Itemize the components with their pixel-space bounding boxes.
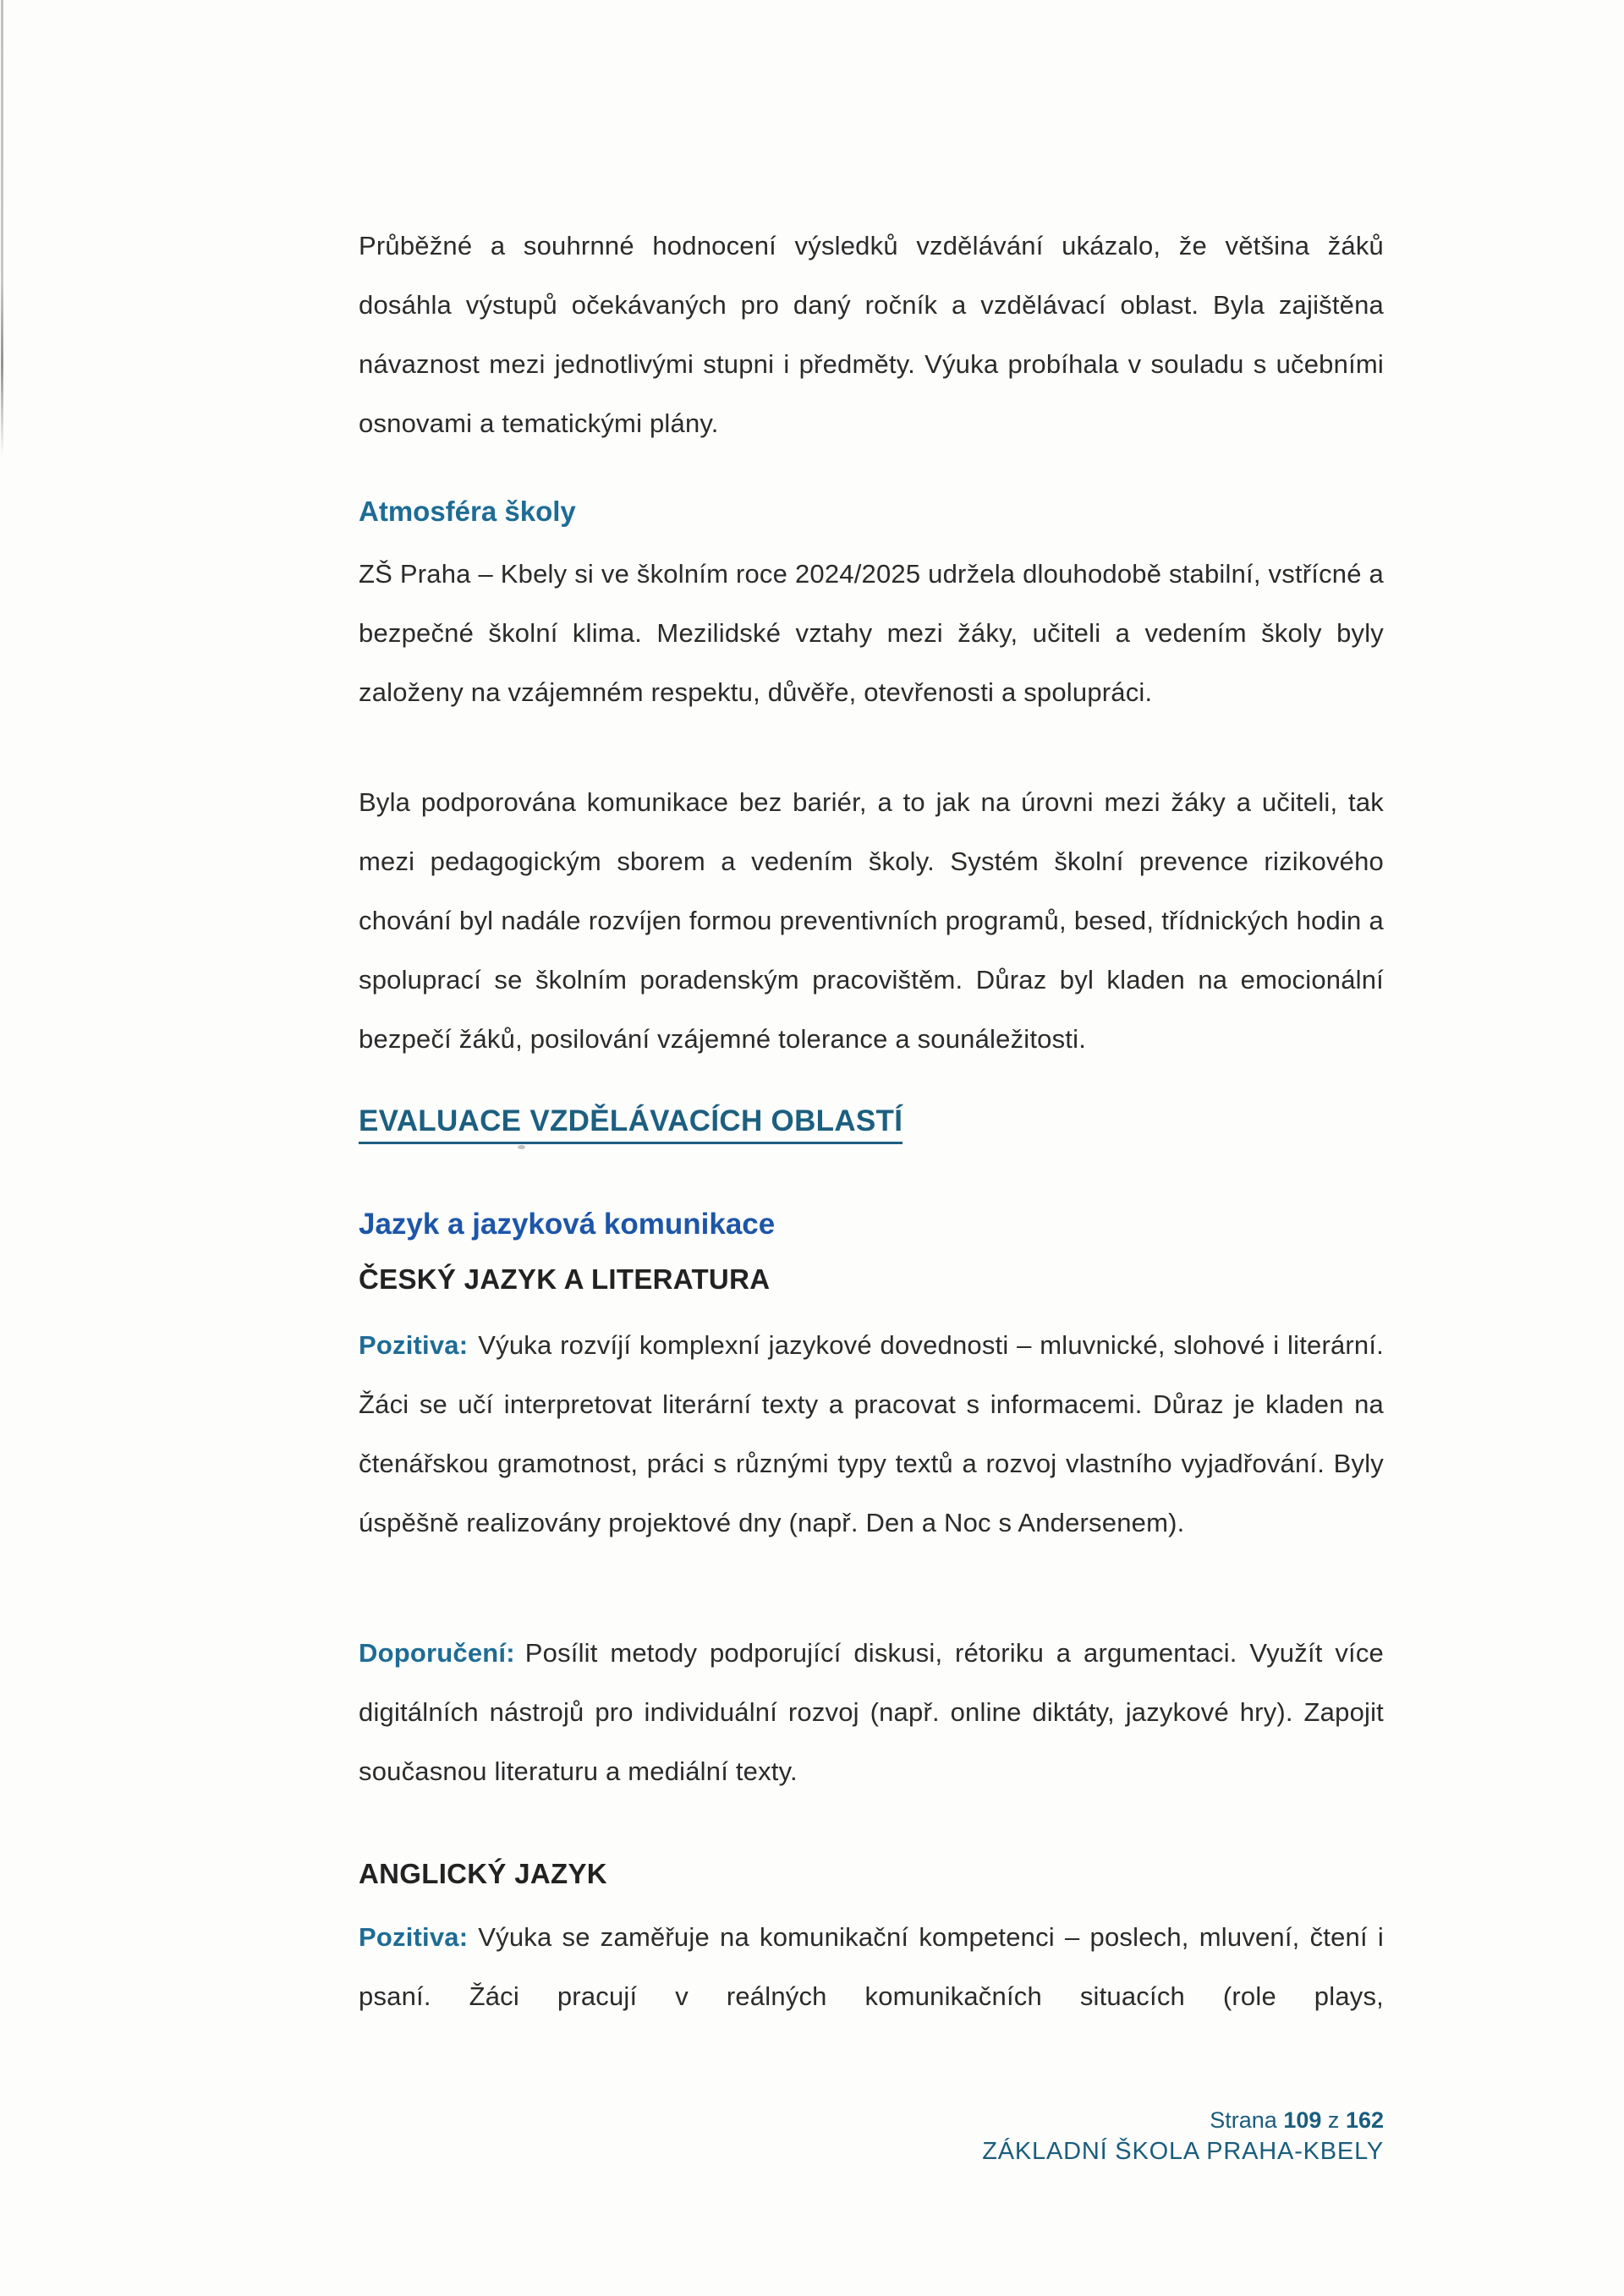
atmosphere-heading: Atmosféra školy [359,496,576,527]
footer-page-number [1210,2107,1384,2134]
czech-positives-text: Výuka rozvíjí komplexní jazykové dovednosti – mluvnické, slohové i literární. Žáci se učí interpretovat literární texty a pracovat s informacemi. Důraz je kladen na čtenářskou gramotnost, práci s různými typy textů a rozvoj vlastního vyjadřování. Byly úspěšně realizovány projektové dny (např. Den a Noc s Andersenem). [359,1330,1384,1537]
evaluation-heading: EVALUACE VZDĚLÁVACÍCH OBLASTÍ [359,1104,903,1144]
scan-edge-artifact [1,0,3,457]
footer-page-total: 162 [1345,2107,1384,2133]
english-positives-label: Pozitiva: [359,1922,469,1952]
english-positives-paragraph [359,1908,1384,2026]
czech-recommendations-text: Posílit metody podporující diskusi, rétoriku a argumentaci. Využít více digitálních nástrojů pro individuální rozvoj (např. online diktáty, jazykové hry). Zapojit současnou literaturu a mediální texty. [359,1638,1384,1786]
czech-recommendations-label: Doporučení: [359,1638,515,1668]
footer-page-current: 109 [1283,2107,1322,2133]
footer-school-name: ZÁKLADNÍ ŠKOLA PRAHA-KBELY [982,2138,1384,2165]
subject-area-heading: Jazyk a jazyková komunikace [359,1208,776,1241]
english-subject-heading: ANGLICKÝ JAZYK [359,1858,607,1889]
czech-positives-paragraph [359,1316,1384,1553]
footer-page-label: Strana [1210,2107,1277,2133]
footer-of-label: z [1327,2107,1340,2133]
atmosphere-paragraph-2: Byla podporována komunikace bez bariér, a to jak na úrovni mezi žáky a učiteli, tak mezi pedagogickým sborem a vedením školy. Systém školní prevence rizikového chování byl nadále rozvíjen formou preventivních programů, besed, třídnických hodin a spoluprací se školním poradenským pracovištěm. Důraz byl kladen na emocionální bezpečí žáků, posilování vzájemné tolerance a sounáležitosti. [359,787,1384,1054]
czech-recommendations-paragraph [359,1624,1384,1801]
czech-positives-label: Pozitiva: [359,1330,469,1360]
evaluation-heading-wrap [359,1104,1384,1144]
intro-paragraph: Průběžné a souhrnné hodnocení výsledků vzdělávání ukázalo, že většina žáků dosáhla výstupů očekávaných pro daný ročník a vzdělávací oblast. Byla zajištěna návaznost mezi jednotlivými stupni i předměty. Výuka probíhala v souladu s učebními osnovami a tematickými plány. [359,231,1384,438]
scan-speck-artifact [518,1145,525,1149]
czech-subject-heading: ČESKÝ JAZYK A LITERATURA [359,1263,771,1295]
english-positives-text: Výuka se zaměřuje na komunikační kompetenci – poslech, mluvení, čtení i psaní. Žáci pracují v reálných komunikačních situacích (role plays, [359,1922,1384,2011]
atmosphere-paragraph-1: ZŠ Praha – Kbely si ve školním roce 2024/2025 udržela dlouhodobě stabilní, vstřícné a bezpečné školní klima. Mezilidské vztahy mezi žáky, učiteli a vedením školy byly založeny na vzájemném respektu, důvěře, otevřenosti a spolupráci. [359,559,1384,707]
